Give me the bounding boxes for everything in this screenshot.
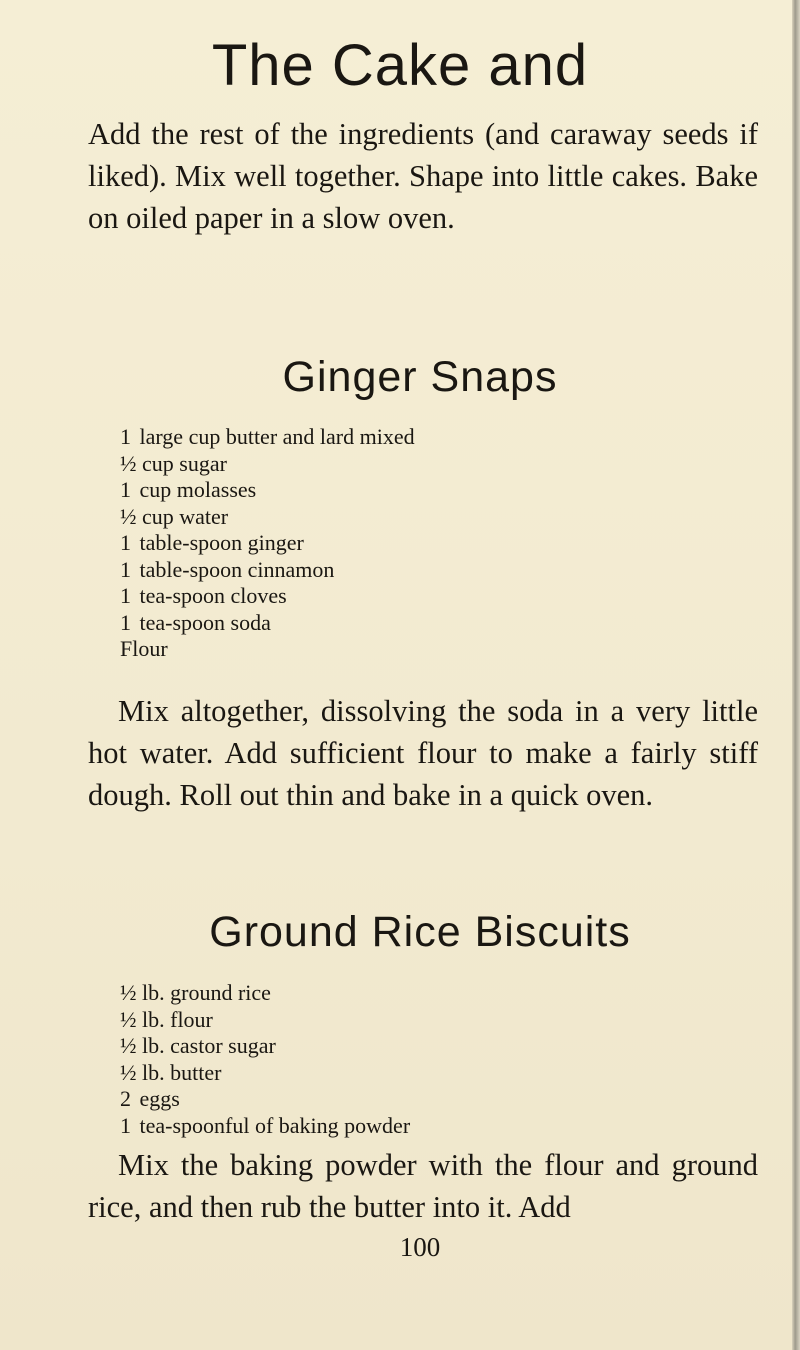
ground-rice-biscuits-heading: Ground Rice Biscuits bbox=[209, 908, 631, 956]
ingredient-line: 1 tea-spoon soda bbox=[120, 609, 271, 635]
ingredient-line: ½ cup sugar bbox=[120, 450, 227, 476]
running-head: The Cake and bbox=[211, 33, 589, 98]
ingredient-line: ½ lb. ground rice bbox=[120, 980, 271, 1005]
ingredient-line: 2 eggs bbox=[120, 1086, 180, 1111]
ground-rice-biscuits-method: Mix the baking powder with the flour and ground rice, and then rub the butter into it. Add bbox=[88, 1148, 758, 1224]
page-number: 100 bbox=[399, 1232, 441, 1262]
ingredient-line: 1 table-spoon cinnamon bbox=[120, 556, 335, 582]
ingredient-line: ½ cup water bbox=[120, 503, 229, 529]
ingredient-line: ½ lb. flour bbox=[120, 1006, 213, 1032]
ingredient-line: 1 tea-spoonful of baking powder bbox=[120, 1112, 411, 1138]
intro-paragraph: Add the rest of the ingredients (and caraway seeds if liked). Mix well together. Shape into little cakes. Bake on oiled paper in a slow oven. bbox=[88, 117, 758, 235]
ground-rice-biscuits-ingredients bbox=[120, 980, 410, 1139]
ingredient-line: Flour bbox=[120, 636, 168, 661]
ingredient-line: 1 large cup butter and lard mixed bbox=[120, 424, 415, 449]
page-edge bbox=[792, 0, 800, 1350]
ginger-snaps-ingredients bbox=[120, 424, 415, 663]
ingredient-line: ½ lb. butter bbox=[120, 1059, 222, 1085]
ingredient-line: 1 table-spoon ginger bbox=[120, 530, 304, 555]
ginger-snaps-method: Mix altogether, dissolving the soda in a very little hot water. Add sufficient flour to make a fairly stiff dough. Roll out thin and bake in a quick oven. bbox=[88, 694, 758, 812]
ingredient-line: ½ lb. castor sugar bbox=[120, 1033, 276, 1058]
ingredient-line: 1 cup molasses bbox=[120, 477, 257, 502]
ginger-snaps-heading: Ginger Snaps bbox=[282, 353, 558, 401]
ingredient-line: 1 tea-spoon cloves bbox=[120, 583, 287, 608]
